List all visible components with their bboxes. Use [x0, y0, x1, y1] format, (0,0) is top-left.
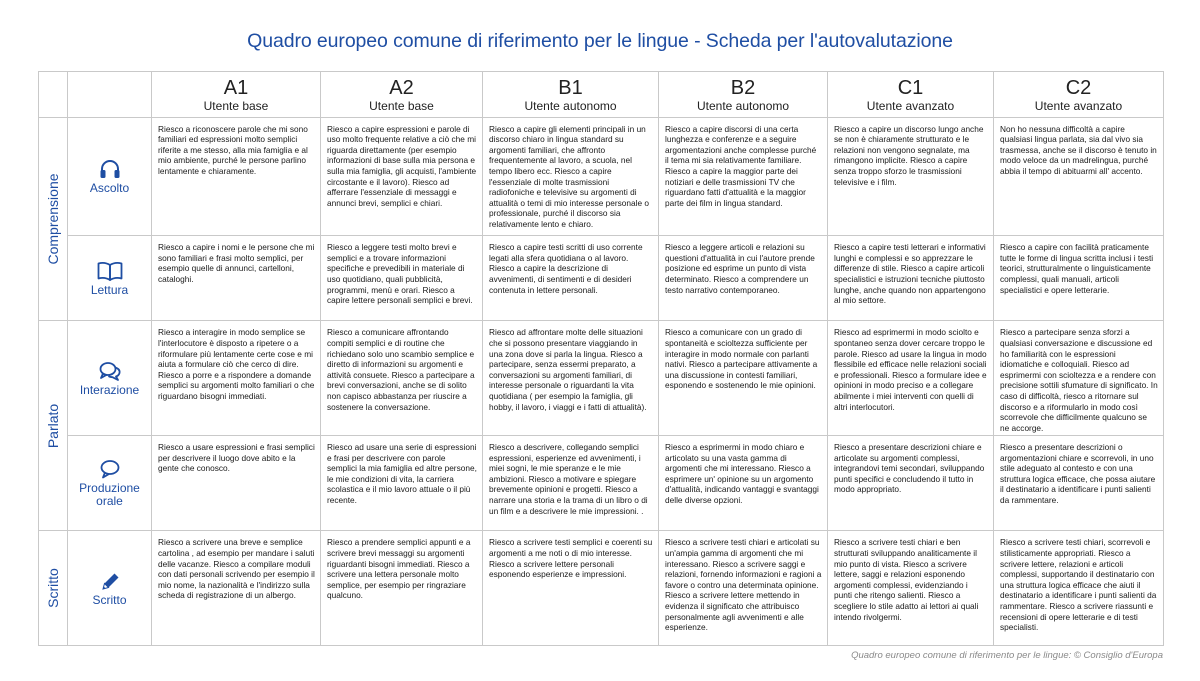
- descriptor-cell: [659, 321, 828, 436]
- row-interazione: [39, 321, 1164, 436]
- descriptor-cell: [828, 236, 994, 321]
- descriptor-cell: [828, 436, 994, 531]
- corner-cell: [39, 72, 68, 118]
- level-name: Utente autonomo: [696, 99, 790, 113]
- descriptor-text: Riesco a capire discorsi di una certa lunghezza e conferenze e a seguire argomentazioni anche complesse purché il tema mi sia relativamente familiare. Riesco a capire la maggior parte dei notiziari e delle trasmissioni TV che riguardano fatti d'attualità e la maggior parte dei film in lingua standard.: [665, 123, 817, 208]
- descriptor-text: Riesco a descrivere, collegando semplici espressioni, esperienze ed avvenimenti, i miei sogni, le mie speranze e le mie ambizioni. Riesco a motivare e spiegare brevemente opinioni e progetti. Riesco a narrare una storia e la trama di un libro o di un film e a descrivere le mie impressioni. .: [489, 442, 648, 516]
- descriptor-text: Riesco a leggere testi molto brevi e semplici e a trovare informazioni specifiche e prevedibili in materiale di uso quotidiano, quali pubblicità, programmi, menù e orari. Riesco a capire lettere personali semplici e brevi.: [327, 242, 473, 306]
- descriptor-cell: [659, 117, 828, 236]
- level-header-b1: [483, 72, 659, 118]
- descriptor-text: Riesco a presentare descrizioni o argomentazioni chiare e scorrevoli, in uno stile adeguato al contesto e con una struttura logica efficace, che possa aiutare il destinatario a identificare i punti salienti da rammentare.: [1000, 442, 1156, 505]
- skill-label: Lettura: [90, 282, 129, 297]
- descriptor-cell: [152, 117, 321, 236]
- descriptor-cell: [321, 236, 483, 321]
- descriptor-text: Riesco a capire con facilità praticamente tutte le forme di lingua scritta inclusi i testi teorici, strutturalmente o linguisticamente complessi, quali manuali, articoli specialistici e opere letterarie.: [1000, 242, 1154, 295]
- skill-produzione-orale: [68, 436, 152, 531]
- descriptor-cell: [828, 117, 994, 236]
- descriptor-text: Riesco ad usare una serie di espressioni e frasi per descrivere con parole semplici la mia famiglia ed altre persone, le mie condizioni di vita, la carriera scolastica e il mio lavoro attuale o il più recente.: [327, 442, 477, 505]
- descriptor-cell: [828, 321, 994, 436]
- descriptor-text: Riesco a scrivere testi semplici e coerenti su argomenti a me noti o di mio interesse. Riesco a scrivere lettere personali esponendo esperienze e impressioni.: [489, 537, 653, 580]
- descriptor-text: Riesco a interagire in modo semplice se l'interlocutore è disposto a ripetere o a riformulare più lentamente certe cose e mi aiuta a formulare ciò che cerco di dire. Riesco a porre e a rispondere a domande semplici su argomenti molto familiari o che riguardano bisogni immediati.: [158, 327, 315, 402]
- descriptor-cell: [321, 321, 483, 436]
- chat-bubbles-icon: [98, 360, 122, 382]
- pencil-icon: [98, 570, 122, 592]
- level-name: Utente base: [369, 99, 434, 113]
- skill-label: Scritto: [92, 592, 127, 607]
- level-header-b2: [659, 72, 828, 118]
- level-name: Utente avanzato: [866, 99, 955, 113]
- descriptor-text: Riesco a capire i nomi e le persone che mi sono familiari e frasi molto semplici, per esempio quelle di annunci, cartelloni, cataloghi.: [158, 242, 315, 285]
- descriptor-text: Riesco a riconoscere parole che mi sono familiari ed espressioni molto semplici riferite a me stesso, alla mia famiglia e al mio ambiente, purché le persone parlino lentamente e chiaramente.: [158, 123, 308, 177]
- descriptor-cell: [994, 321, 1164, 436]
- descriptor-text: Riesco a comunicare affrontando compiti semplici e di routine che richiedano solo uno scambio semplice e diretto di informazioni su argomenti e attività consuete. Riesco a partecipare a brevi conversazioni, anche se di solito non capisco abbastanza per riuscire a sostenere la conversazione.: [327, 327, 475, 412]
- corner-cell: [68, 72, 152, 118]
- descriptor-cell: [994, 117, 1164, 236]
- level-code: C2: [1065, 77, 1092, 99]
- open-book-icon: [96, 260, 124, 282]
- level-header-c1: [828, 72, 994, 118]
- skill-label: Ascolto: [89, 180, 130, 195]
- descriptor-text: Riesco a capire espressioni e parole di uso molto frequente relative a ciò che mi riguarda direttamente (per esempio informazioni di base sulla mia persona e sulla mia famiglia, gli acquisti, l'ambiente circostante e il lavoro). Riesco ad afferrare l'essenziale di messaggi e annunci brevi, semplici e chiari.: [327, 123, 477, 208]
- group-label: Parlato: [45, 403, 61, 449]
- group-label: Comprensione: [45, 173, 61, 265]
- group-parlato: [39, 321, 68, 531]
- skill-ascolto: [68, 117, 152, 236]
- level-header-a2: [321, 72, 483, 118]
- descriptor-cell: [152, 321, 321, 436]
- descriptor-cell: [483, 321, 659, 436]
- descriptor-cell: [483, 531, 659, 646]
- descriptor-text: Riesco a scrivere testi chiari e articolati su un'ampia gamma di argomenti che mi interessano. Riesco a scrivere saggi e relazioni, fornendo informazioni e ragioni a favore o contro una determinata opinione. Riesco a scrivere lettere mettendo in evidenza il significato che attribuisco personalmente agli avvenimenti e alle esperienze.: [665, 537, 822, 633]
- row-ascolto: [39, 117, 1164, 236]
- level-name: Utente autonomo: [524, 99, 617, 113]
- skill-scritto: [68, 531, 152, 646]
- row-lettura: [39, 236, 1164, 321]
- descriptor-text: Riesco a capire gli elementi principali in un discorso chiaro in lingua standard su argomenti familiari, che affronto frequentemente al lavoro, a scuola, nel tempo libero ecc. Riesco a capire l'essenziale di molte trasmissioni radiofoniche e televisive su argomenti di attualità o temi di mio interesse personale o professionale, purché il discorso sia relativamente lento e chiaro.: [489, 123, 650, 229]
- copyright-credit: Quadro europeo comune di riferimento per le lingue: © Consiglio d'Europa: [851, 650, 1163, 661]
- level-code: A1: [223, 77, 249, 99]
- descriptor-cell: [321, 117, 483, 236]
- descriptor-text: Riesco ad esprimermi in modo sciolto e spontaneo senza dover cercare troppo le parole. Riesco ad usare la lingua in modo flessibile ed efficace nelle relazioni sociali e professionali. Riesco a formulare idee e opinioni in modo preciso e a collegare abilmente i miei interventi con quelli di altri interlocutori.: [834, 327, 987, 412]
- descriptor-cell: [659, 236, 828, 321]
- descriptor-cell: [994, 436, 1164, 531]
- level-name: Utente base: [203, 99, 269, 113]
- descriptor-cell: [994, 236, 1164, 321]
- descriptor-text: Riesco a scrivere testi chiari e ben strutturati sviluppando analiticamente il mio punto di vista. Riesco a scrivere lettere, saggi e relazioni esponendo argomenti complessi, evidenziando i punti che ritengo salienti. Riesco a scegliere lo stile adatto ai lettori ai quali intendo rivolgermi.: [834, 537, 979, 622]
- descriptor-cell: [659, 531, 828, 646]
- descriptor-cell: [152, 531, 321, 646]
- level-code: A2: [389, 77, 414, 99]
- level-name: Utente avanzato: [1034, 99, 1123, 113]
- header-row: [39, 72, 1164, 118]
- descriptor-text: Riesco a esprimermi in modo chiaro e articolato su una vasta gamma di argomenti che mi interessano. Riesco a esprimere un' opinione su un argomento d'attualità, indicando vantaggi e svantaggi delle diverse opzioni.: [665, 442, 819, 505]
- level-header-c2: [994, 72, 1164, 118]
- descriptor-cell: [483, 436, 659, 531]
- skill-lettura: [68, 236, 152, 321]
- descriptor-cell: [152, 436, 321, 531]
- descriptor-text: Riesco a presentare descrizioni chiare e articolate su argomenti complessi, integrandovi temi secondari, sviluppando punti specifici e concludendo il tutto in modo appropriato.: [834, 442, 985, 495]
- descriptor-text: Riesco a usare espressioni e frasi semplici per descrivere il luogo dove abito e la gente che conosco.: [158, 442, 315, 474]
- group-label: Scritto: [45, 568, 61, 609]
- descriptor-text: Riesco a leggere articoli e relazioni su questioni d'attualità in cui l'autore prende posizione ed esprime un punto di vista determinato. Riesco a comprendere un testo narrativo contemporaneo.: [665, 242, 815, 295]
- descriptor-text: Riesco ad affrontare molte delle situazioni che si possono presentare viaggiando in una zona dove si parla la lingua. Riesco a partecipare, senza essermi preparato, a conversazioni su argomenti familiari, di interesse personale o riguardanti la vita quotidiana ( per esempio la famiglia, gli hobby, il lavoro, i viaggi e i fatti di attualità).: [489, 327, 647, 412]
- skill-label: Produzione orale: [79, 481, 140, 509]
- descriptor-text: Non ho nessuna difficoltà a capire qualsiasi lingua parlata, sia dal vivo sia trasmessa, anche se il discorso è tenuto in modo veloce da un madrelingua, purché abbia il tempo di abituarmi all' accento.: [1000, 123, 1157, 177]
- level-code: B1: [558, 77, 583, 99]
- group-comprensione: [39, 117, 68, 321]
- descriptor-cell: [828, 531, 994, 646]
- descriptor-cell: [994, 531, 1164, 646]
- descriptor-cell: [321, 436, 483, 531]
- level-header-a1: [152, 72, 321, 118]
- descriptor-text: Riesco a prendere semplici appunti e a scrivere brevi messaggi su argomenti riguardanti bisogni immediati. Riesco a scrivere una lettera personale molto semplice, per esempio per ringraziare qualcuno.: [327, 537, 471, 601]
- row-produzione-orale: [39, 436, 1164, 531]
- skill-interazione: [68, 321, 152, 436]
- descriptor-cell: [321, 531, 483, 646]
- descriptor-cell: [659, 436, 828, 531]
- descriptor-cell: [483, 117, 659, 236]
- descriptor-cell: [152, 236, 321, 321]
- level-code: C1: [897, 77, 924, 99]
- descriptor-text: Riesco a scrivere testi chiari, scorrevoli e stilisticamente appropriati. Riesco a scrivere lettere, relazioni e articoli complessi, supportando il destinatario con una struttura logica efficace che aiuti il destinatario a identificare i punti salienti da rammentare. Riesco a scrivere riassunti e recensioni di opere letterarie e di testi specialisti.: [1000, 537, 1157, 633]
- speech-bubble-icon: [98, 458, 122, 480]
- descriptor-text: Riesco a scrivere una breve e semplice cartolina , ad esempio per mandare i saluti delle vacanze. Riesco a compilare moduli con dati personali scrivendo per esempio il mio nome, la nazionalità e l'indirizzo sulla scheda di registrazione di un albergo.: [158, 537, 315, 601]
- row-scritto: [39, 531, 1164, 646]
- descriptor-cell: [483, 236, 659, 321]
- group-scritto: [39, 531, 68, 646]
- page-title: Quadro europeo comune di riferimento per le lingue - Scheda per l'autovalutazione: [247, 30, 953, 52]
- descriptor-text: Riesco a comunicare con un grado di spontaneità e scioltezza sufficiente per interagire in modo normale con parlanti nativi. Riesco a partecipare attivamente a una discussione in contesti familiari, esponendo e sostenendo le mie opinioni.: [665, 327, 818, 391]
- descriptor-text: Riesco a capire testi letterari e informativi lunghi e complessi e so apprezzare le differenze di stile. Riesco a capire articoli specialistici e istruzioni tecniche piuttosto lunghe, anche quando non appartengono al mio settore.: [834, 242, 986, 306]
- headphones-icon: [98, 158, 122, 180]
- descriptor-text: Riesco a capire testi scritti di uso corrente legati alla sfera quotidiana o al lavoro. Riesco a capire la descrizione di avvenimenti, di sentimenti e di desideri contenuta in lettere personali.: [489, 242, 643, 295]
- level-code: B2: [730, 77, 756, 99]
- self-assessment-grid: [38, 71, 1164, 646]
- descriptor-text: Riesco a capire un discorso lungo anche se non è chiaramente strutturato e le relazioni non vengono segnalate, ma rimangono implicite. Riesco a capire senza troppo sforzo le trasmissioni televisive e i film.: [834, 123, 984, 187]
- descriptor-text: Riesco a partecipare senza sforzi a qualsiasi conversazione e discussione ed ho familiarità con le espressioni idiomatiche e colloquiali. Riesco ad esprimermi con scioltezza e a rendere con precisione sottili sfumature di significato. In caso di difficoltà, riesco a ritornare sul discorso e a riformularlo in modo così scorrevole che difficilmente qualcuno se ne accorge.: [1000, 327, 1158, 433]
- skill-label: Interazione: [79, 382, 140, 397]
